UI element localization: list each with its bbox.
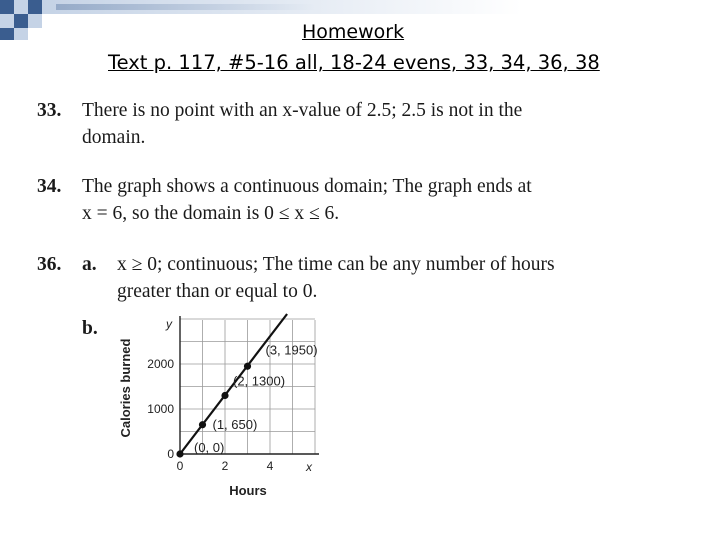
problem-text-line: x = 6, so the domain is 0 ≤ x ≤ 6. [82,203,340,224]
problem-text-line: The graph shows a continuous domain; The graph ends at [82,176,532,197]
y-axis-letter: y [166,317,172,331]
assignment-text: Text p. 117, #5-16 all, 18-24 evens, 33, 34, 36, 38 [108,51,600,74]
problem-text-line: x ≥ 0; continuous; The time can be any number of hours [117,254,555,275]
data-point [221,392,228,399]
y-axis-label: Calories burned [118,338,133,438]
data-label: (1, 650) [212,416,258,432]
data-point [244,363,251,370]
data-label: (3, 1950) [265,342,318,358]
problem-text-line: greater than or equal to 0. [117,281,318,302]
x-tick-label: 4 [266,459,274,473]
y-tick-label: 2000 [147,357,174,371]
part-a-label: a. [82,254,97,275]
problem-number: 33. [37,100,62,121]
x-tick-label: 2 [221,459,229,473]
problem-number: 36. [37,254,62,275]
data-point [199,421,206,428]
problem-text-line: There is no point with an x-value of 2.5; 2.5 is not in the [82,100,523,121]
data-point [176,450,183,457]
problem-text-line: domain. [82,127,146,148]
data-label: (2, 1300) [233,373,286,389]
x-axis-label: Hours [229,483,267,498]
x-tick-label: 0 [176,459,184,473]
graph-series [176,314,317,458]
y-tick-label: 1000 [147,402,174,416]
header-decoration [0,0,560,40]
y-tick-label: 0 [167,447,174,461]
calories-graph [112,312,352,507]
homework-title: Homework [302,21,405,43]
data-label: (0, 0) [194,440,225,455]
part-b-label: b. [82,318,98,339]
x-axis-letter: x [306,460,312,474]
problem-number: 34. [37,176,62,197]
